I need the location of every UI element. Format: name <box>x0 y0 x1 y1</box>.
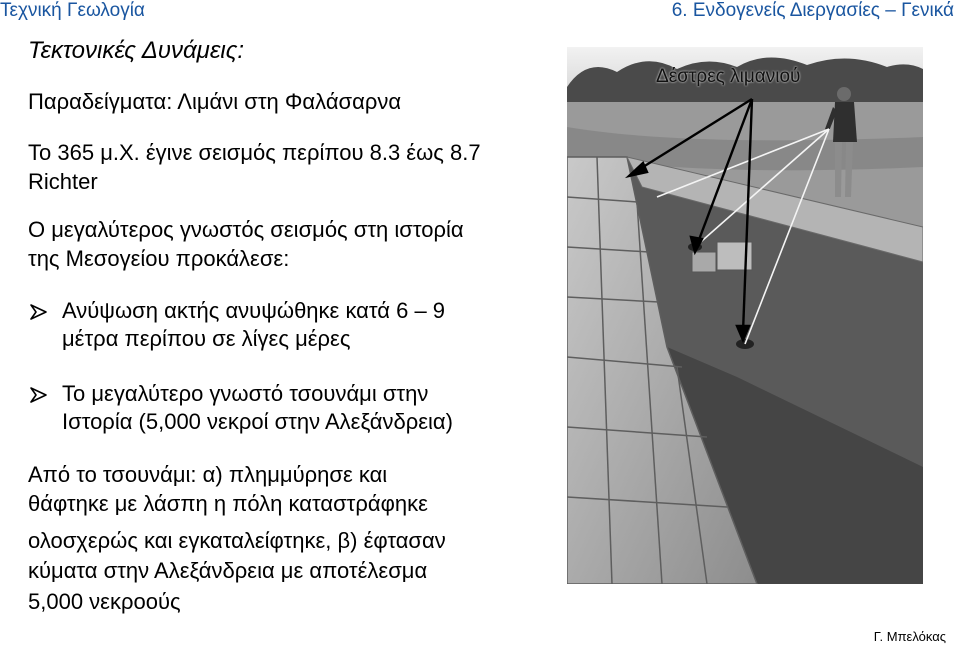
tsunami-text-line-2: θάφτηκε με λάσπη η πόλη καταστράφηκε <box>28 491 428 516</box>
arrow-bullet-icon <box>28 384 50 406</box>
tsunami-text-line-3: ολοσχερώς και εγκαταλείφτηκε, β) έφτασαν <box>28 528 446 553</box>
course-title: Τεχνική Γεωλογία <box>0 0 145 21</box>
bullet-tsunami <box>28 380 582 436</box>
slide-title: Τεκτονικές Δυνάμεις: <box>28 37 245 64</box>
bullet-tsunami-line-2: Ιστορία (5,000 νεκροί στην Αλεξάνδρεια) <box>62 409 453 434</box>
example-line: Παραδείγματα: Λιμάνι στη Φαλάσαρνα <box>28 89 402 114</box>
chapter-title: 6. Ενδογενείς Διεργασίες – Γενικά <box>671 0 954 21</box>
bullet-uplift-line-1: Ανύψωση ακτής ανυψώθηκε κατά 6 – 9 <box>62 298 446 323</box>
bullet-uplift-line-2: μέτρα περίπου σε λίγες μέρες <box>62 326 351 351</box>
largest-line-1: Ο μεγαλύτερος γνωστός σεισμός στη ιστορία <box>28 217 464 242</box>
quake-line-2: Richter <box>28 169 98 194</box>
tsunami-text-line-4: κύματα στην Αλεξάνδρεια με αποτέλεσμα <box>28 558 428 583</box>
mooring-stones-label: Δέστρες λιμανιού <box>656 66 801 87</box>
tsunami-text-line-1: Από το τσουνάμι: α) πλημμύρησε και <box>28 462 388 487</box>
arrow-bullet-icon <box>28 301 50 323</box>
tsunami-text-line-5: 5,000 νεκροούς <box>28 589 181 614</box>
author-footer: Γ. Μπελόκας <box>873 629 946 644</box>
bullet-uplift <box>28 297 582 353</box>
quake-line-1: Το 365 μ.Χ. έγινε σεισμός περίπου 8.3 έως 8.7 <box>28 140 481 165</box>
harbour-mooring-photo <box>567 47 923 584</box>
bullet-tsunami-line-1: Το μεγαλύτερο γνωστό τσουνάμι στην <box>62 381 429 406</box>
largest-line-2: της Μεσογείου προκάλεσε: <box>28 246 290 271</box>
harbour-photo-illustration <box>567 47 923 584</box>
